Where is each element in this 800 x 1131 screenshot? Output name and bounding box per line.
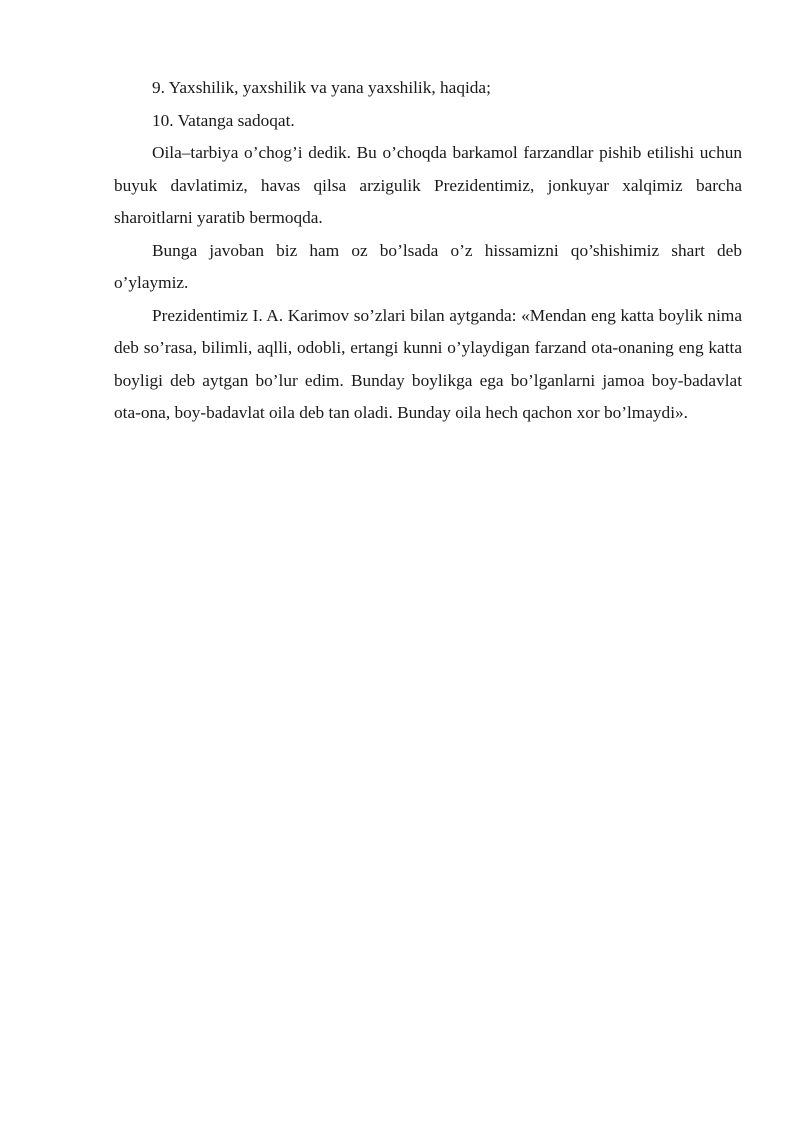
list-item-10: 10. Vatanga sadoqat.	[152, 110, 295, 130]
paragraph-family-upbringing: Oila–tarbiya o’chog’i dedik. Bu o’choqda barkamol farzandlar pishib etilishi uchun buyuk davlatimiz, havas qilsa arzigulik Prezidentimiz, jonkuyar xalqimiz barcha sharoitlarni yaratib bermoqda.	[114, 143, 742, 227]
paragraph-president-quote: Prezidentimiz I. A. Karimov so’zlari bilan aytganda: «Mendan eng katta boylik nima deb so’rasa, bilimli, aqlli, odobli, ertangi kunni o’ylaydigan farzand ota-onaning eng katta boyligi deb aytgan bo’lur edim. Bunday boylikga ega bo’lganlarni jamoa boy-badavlat ota-ona, boy-badavlat oila deb tan oladi. Bunday oila hech qachon xor bo’lmaydi».	[114, 305, 742, 422]
list-item-9: 9. Yaxshilik, yaxshilik va yana yaxshilik, haqida;	[152, 78, 491, 97]
document-body	[114, 72, 742, 430]
paragraph-contribution: Bunga javoban biz ham oz bo’lsada o’z hissamizni qo’shishimiz shart deb o’ylaymiz.	[114, 240, 742, 292]
